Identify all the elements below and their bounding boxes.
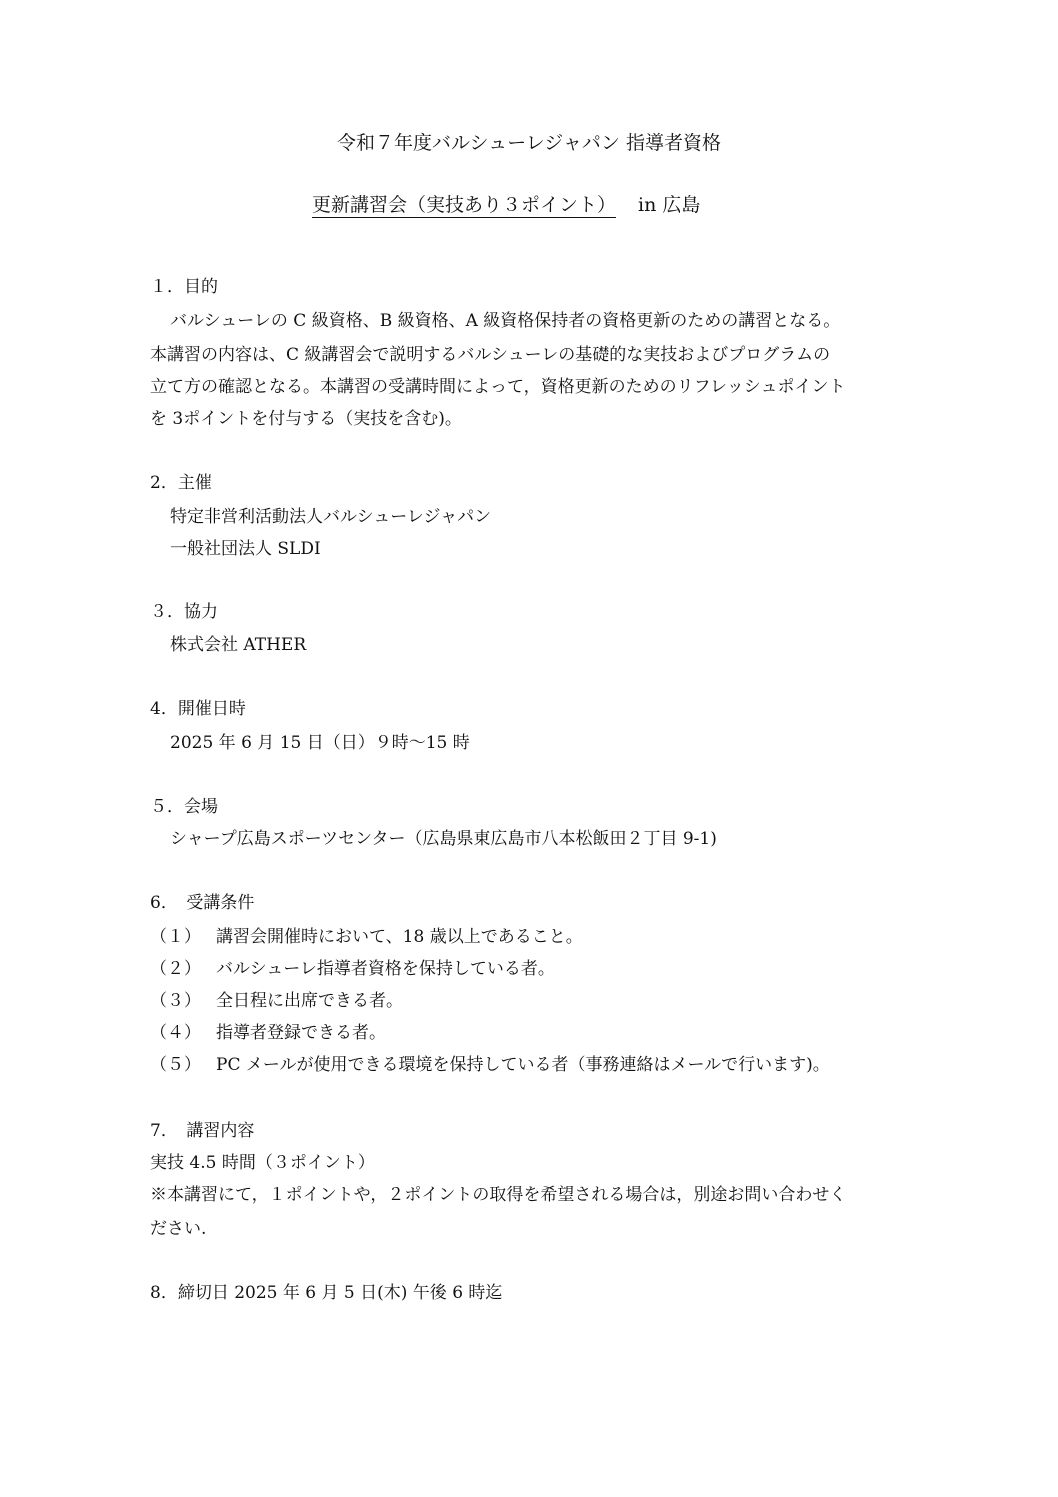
section-heading-content: 7． 講習内容 (150, 1121, 255, 1141)
organizer-line: 特定非営利活動法人バルシューレジャパン (170, 507, 492, 527)
purpose-line: 本講習の内容は、C 級講習会で説明するバルシューレの基礎的な実技およびプログラムの (150, 345, 831, 365)
section-heading-venue: ５．会場 (150, 797, 218, 817)
subtitle-underlined: 更新講習会（実技あり３ポイント） (312, 194, 617, 216)
condition-text: 全日程に出席できる者。 (216, 991, 403, 1011)
condition-number: （４） (150, 1023, 201, 1043)
condition-number: （２） (150, 959, 201, 979)
purpose-line: 立て方の確認となる。本講習の受講時間によって，資格更新のためのリフレッシュポイント (150, 377, 846, 397)
section-heading-purpose: １．目的 (150, 277, 218, 297)
document-title: 令和７年度バルシューレジャパン 指導者資格 (337, 132, 721, 154)
condition-text: 指導者登録できる者。 (216, 1023, 386, 1043)
document-subtitle (312, 190, 700, 217)
organizer-line: 一般社団法人 SLDI (170, 539, 321, 559)
condition-number: （５） (150, 1055, 201, 1075)
section-heading-organizer: 2．主催 (150, 473, 212, 493)
section-heading-datetime: 4．開催日時 (150, 699, 246, 719)
cooperation-line: 株式会社 ATHER (170, 635, 307, 655)
section-heading-deadline: 8．締切日 2025 年 6 月 5 日(木) 午後 6 時迄 (150, 1283, 503, 1303)
content-line: 実技 4.5 時間（３ポイント） (150, 1153, 375, 1173)
condition-number: （３） (150, 991, 201, 1011)
condition-text: PC メールが使用できる環境を保持している者（事務連絡はメールで行います)。 (216, 1055, 830, 1075)
section-heading-conditions: 6． 受講条件 (150, 893, 255, 913)
subtitle-location: in 広島 (638, 194, 701, 216)
section-heading-cooperation: ３．協力 (150, 602, 218, 622)
venue-line: シャープ広島スポーツセンター（広島県東広島市八本松飯田２丁目 9-1) (170, 829, 717, 849)
datetime-line: 2025 年 6 月 15 日（日）９時～15 時 (170, 733, 470, 753)
purpose-line: を 3ポイントを付与する（実技を含む)。 (150, 409, 462, 429)
condition-text: バルシューレ指導者資格を保持している者。 (216, 959, 555, 979)
condition-number: （１） (150, 927, 201, 947)
content-line: ださい. (150, 1219, 207, 1239)
purpose-line: バルシューレの C 級資格、B 級資格、A 級資格保持者の資格更新のための講習となる。 (170, 311, 841, 331)
content-line: ※本講習にて，１ポイントや，２ポイントの取得を希望される場合は，別途お問い合わせく (150, 1185, 847, 1205)
condition-text: 講習会開催時において、18 歳以上であること。 (216, 927, 583, 947)
